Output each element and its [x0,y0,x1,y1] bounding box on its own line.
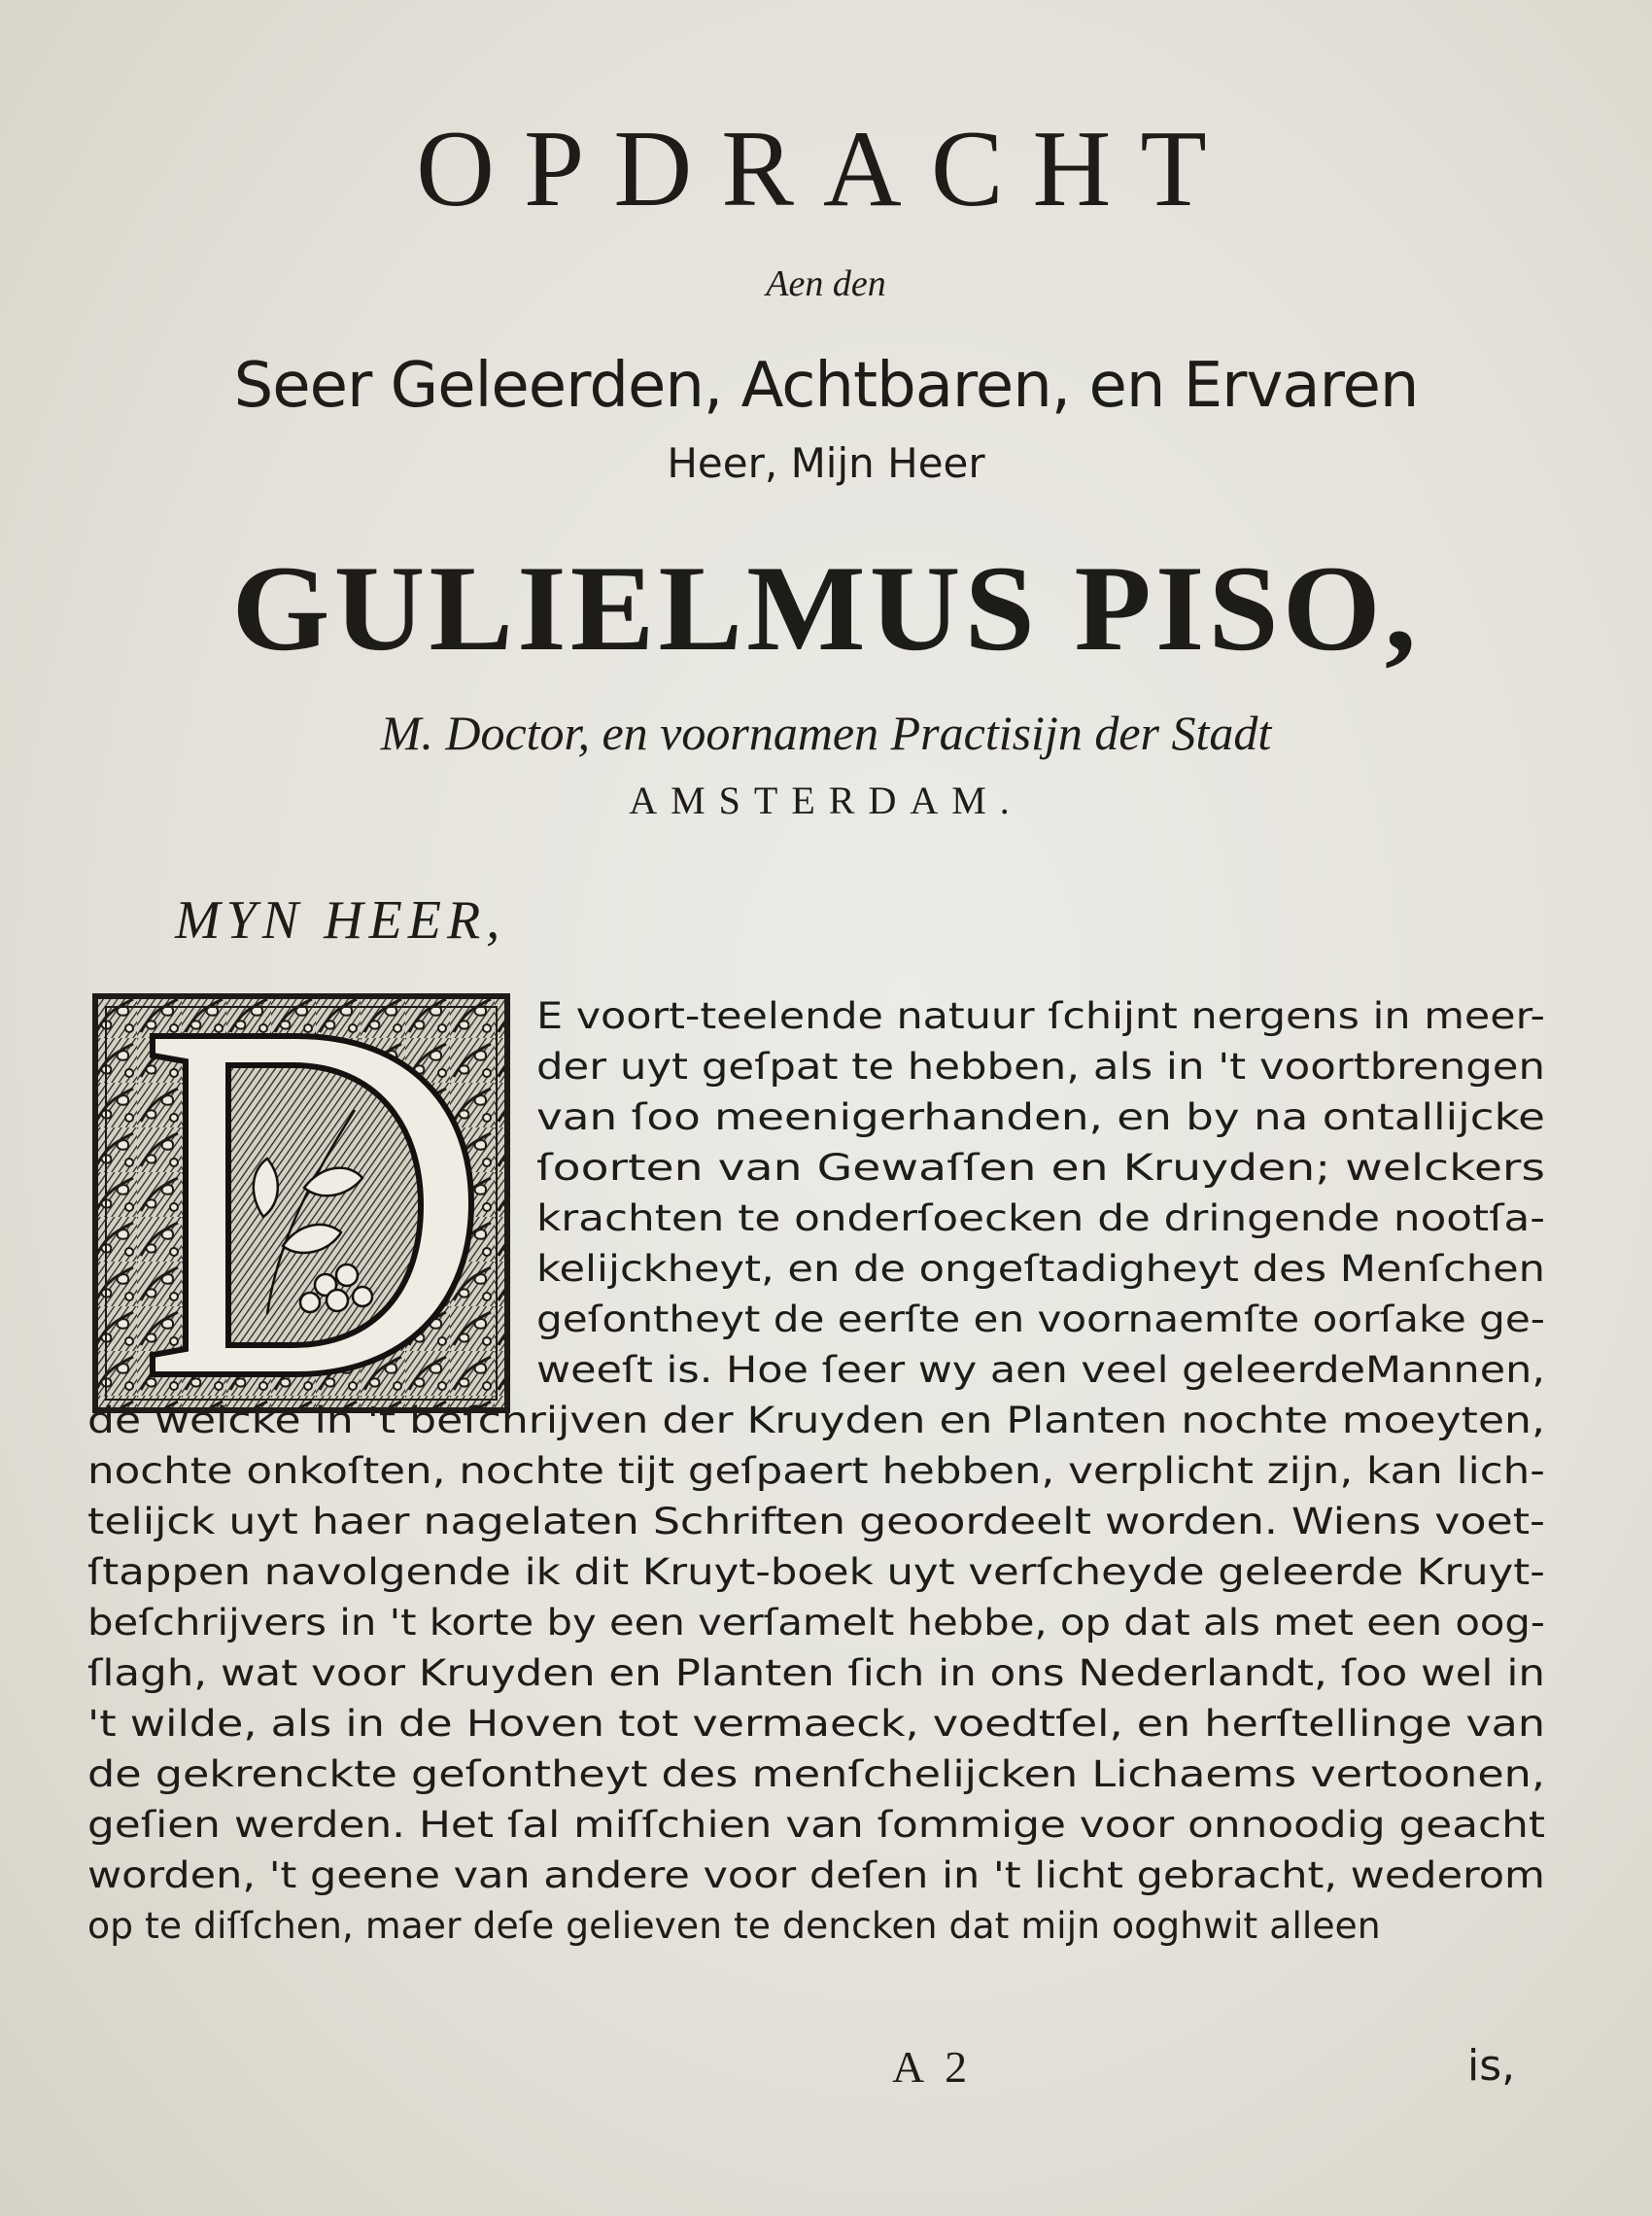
text-line: geſien werden. Het ſal miſſchien van ſommige voor onnoodig geacht [87,1804,1545,1846]
text-line: E voort-teelende natuur ſchijnt nergens in meer- [536,995,1546,1037]
dedicatee-name: GULIELMUS PISO, [231,541,1421,676]
text-line: ſoorten van Gewaſſen en Kruyden; welckers [536,1147,1546,1189]
text-line: kelijckheyt, en de ongeſtadigheyt des Menſchen [536,1248,1546,1290]
text-line: van ſoo meenigerhanden, en by na ontallijcke [536,1096,1546,1138]
page-title: OPDRACHT [416,109,1236,229]
text-line: 't wilde, als in de Hoven tot vermaeck, voedtſel, en herſtellinge van [87,1703,1546,1745]
text-line: de welcke in 't beſchrijven der Kruyden en Planten nochte moeyten, [87,1400,1545,1441]
text-line: telijck uyt haer nagelaten Schriften geoordeelt worden. Wiens voet- [87,1501,1546,1542]
text-line: weeſt is. Hoe ſeer wy aen veel geleerdeMannen, [536,1349,1545,1391]
text-line: geſontheyt de eerſte en voornaemſte oorſake ge- [536,1298,1545,1340]
text-line: nochte onkoſten, nochte tijt geſpaert hebben, verplicht zijn, kan lich- [87,1450,1545,1492]
dedication-to: Aen den [766,263,886,304]
dedicatee-city: AMSTERDAM. [629,779,1023,822]
decorated-initial [92,993,510,1413]
text-line: de gekrenckte geſontheyt des menſchelijcken Lichaems vertoonen, [87,1753,1546,1795]
text-line: op te diſſchen, maer deſe gelieven te dencken dat mijn ooghwit alleen [87,1905,1381,1947]
catchword: is, [1467,2041,1516,2091]
text-line: krachten te onderſoecken de dringende nootſa- [536,1197,1546,1239]
dedicatee-profession: M. Doctor, en voornamen Practisijn der Stadt [380,706,1272,760]
text-line: ſtappen navolgende ik dit Kruyt-boek uyt verſcheyde geleerde Kruyt- [87,1551,1545,1593]
dedicatee-address: Heer, Mijn Heer [667,439,985,487]
text-line: ſlagh, wat voor Kruyden en Planten ſich in ons Nederlandt, ſoo wel in [87,1652,1546,1694]
salutation: MYN HEER, [175,890,506,951]
signature-mark: A 2 [892,2042,974,2092]
text-line: beſchrijvers in 't korte by een verſamelt hebbe, op dat als met een oog- [87,1602,1545,1644]
dedicatee-ranks: Seer Geleerden, Achtbaren, en Ervaren [233,350,1419,422]
text-line: worden, 't geene van andere voor deſen in 't licht gebracht, wederom [87,1854,1545,1896]
text-line: der uyt geſpat te hebben, als in 't voortbrengen [536,1046,1545,1088]
